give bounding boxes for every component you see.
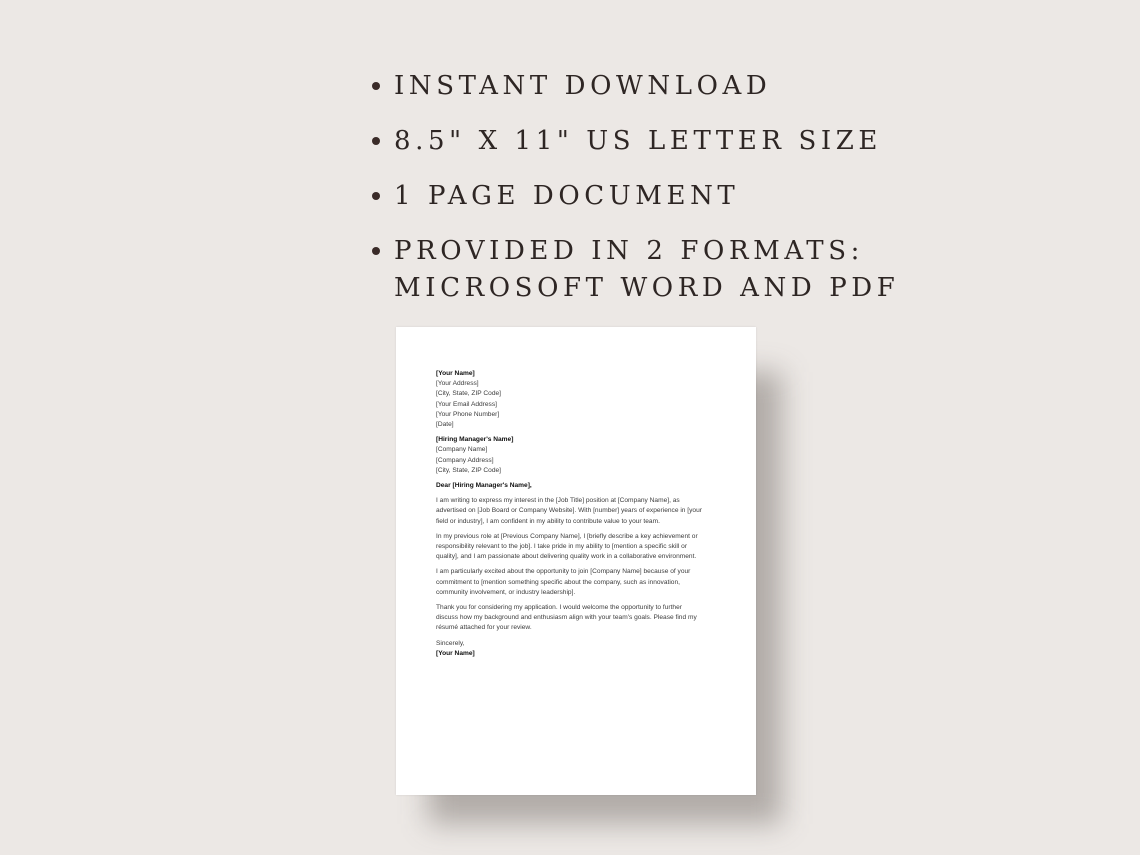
sender-address: [Your Address]	[436, 380, 479, 388]
sender-block	[436, 369, 718, 430]
paragraph-line: Thank you for considering my application. I would welcome the opportunity to further	[436, 604, 682, 612]
sender-email: [Your Email Address]	[436, 400, 497, 408]
feature-list	[372, 68, 899, 325]
paragraph-line: I am particularly excited about the opportunity to join [Company Name] because of your	[436, 568, 691, 576]
paragraph-line: I am writing to express my interest in the [Job Title] position at [Company Name], as	[436, 497, 680, 505]
letter-date: [Date]	[436, 421, 454, 429]
closing: Sincerely,	[436, 639, 465, 647]
paragraph-line: field or industry], I am confident in my ability to contribute value to your team.	[436, 517, 660, 525]
bullet-icon	[372, 82, 380, 90]
feature-instant-download	[372, 68, 899, 105]
recipient-company: [Company Name]	[436, 446, 488, 454]
paragraph-line: In my previous role at [Previous Company Name], I [briefly describe a key achievement or	[436, 532, 698, 540]
sender-phone: [Your Phone Number]	[436, 410, 500, 418]
body-paragraph	[436, 532, 718, 563]
letter-preview-page	[396, 327, 756, 795]
feature-text: PROVIDED IN 2 FORMATS:	[394, 236, 865, 266]
recipient-block	[436, 435, 718, 476]
bullet-icon	[372, 192, 380, 200]
paragraph-line: discuss how my background and enthusiasm align with your team's goals. Please find my	[436, 614, 697, 622]
feature-text: INSTANT DOWNLOAD	[394, 71, 772, 101]
body-paragraph	[436, 603, 718, 634]
sender-city: [City, State, ZIP Code]	[436, 390, 501, 398]
feature-page-count	[372, 178, 899, 215]
bullet-icon	[372, 247, 380, 255]
recipient-name: [Hiring Manager's Name]	[436, 436, 514, 444]
recipient-city: [City, State, ZIP Code]	[436, 466, 501, 474]
sender-name: [Your Name]	[436, 370, 475, 377]
feature-text: 8.5" X 11" US LETTER SIZE	[394, 126, 883, 156]
paragraph-line: commitment to [mention something specific about the company, such as innovation,	[436, 578, 680, 586]
signature: [Your Name]	[436, 649, 475, 657]
body-paragraph	[436, 567, 718, 598]
cover-letter	[436, 369, 718, 659]
feature-text: MICROSOFT WORD AND PDF	[394, 273, 900, 303]
salutation: Dear [Hiring Manager's Name],	[436, 482, 532, 490]
paragraph-line: résumé attached for your review.	[436, 624, 532, 632]
paragraph-line: community involvement, or industry leadership].	[436, 588, 576, 596]
bullet-icon	[372, 137, 380, 145]
recipient-address: [Company Address]	[436, 456, 494, 464]
body-paragraph	[436, 496, 718, 527]
paragraph-line: responsibility relevant to the job]. I take pride in my ability to [mention a specific skill or	[436, 543, 688, 551]
feature-text: 1 PAGE DOCUMENT	[394, 181, 740, 211]
feature-letter-size	[372, 123, 899, 160]
paragraph-line: quality], and I am passionate about delivering quality work in a collaborative environment.	[436, 553, 697, 561]
paragraph-line: advertised on [Job Board or Company Website]. With [number] years of experience in [your	[436, 507, 702, 515]
feature-formats	[372, 233, 899, 307]
